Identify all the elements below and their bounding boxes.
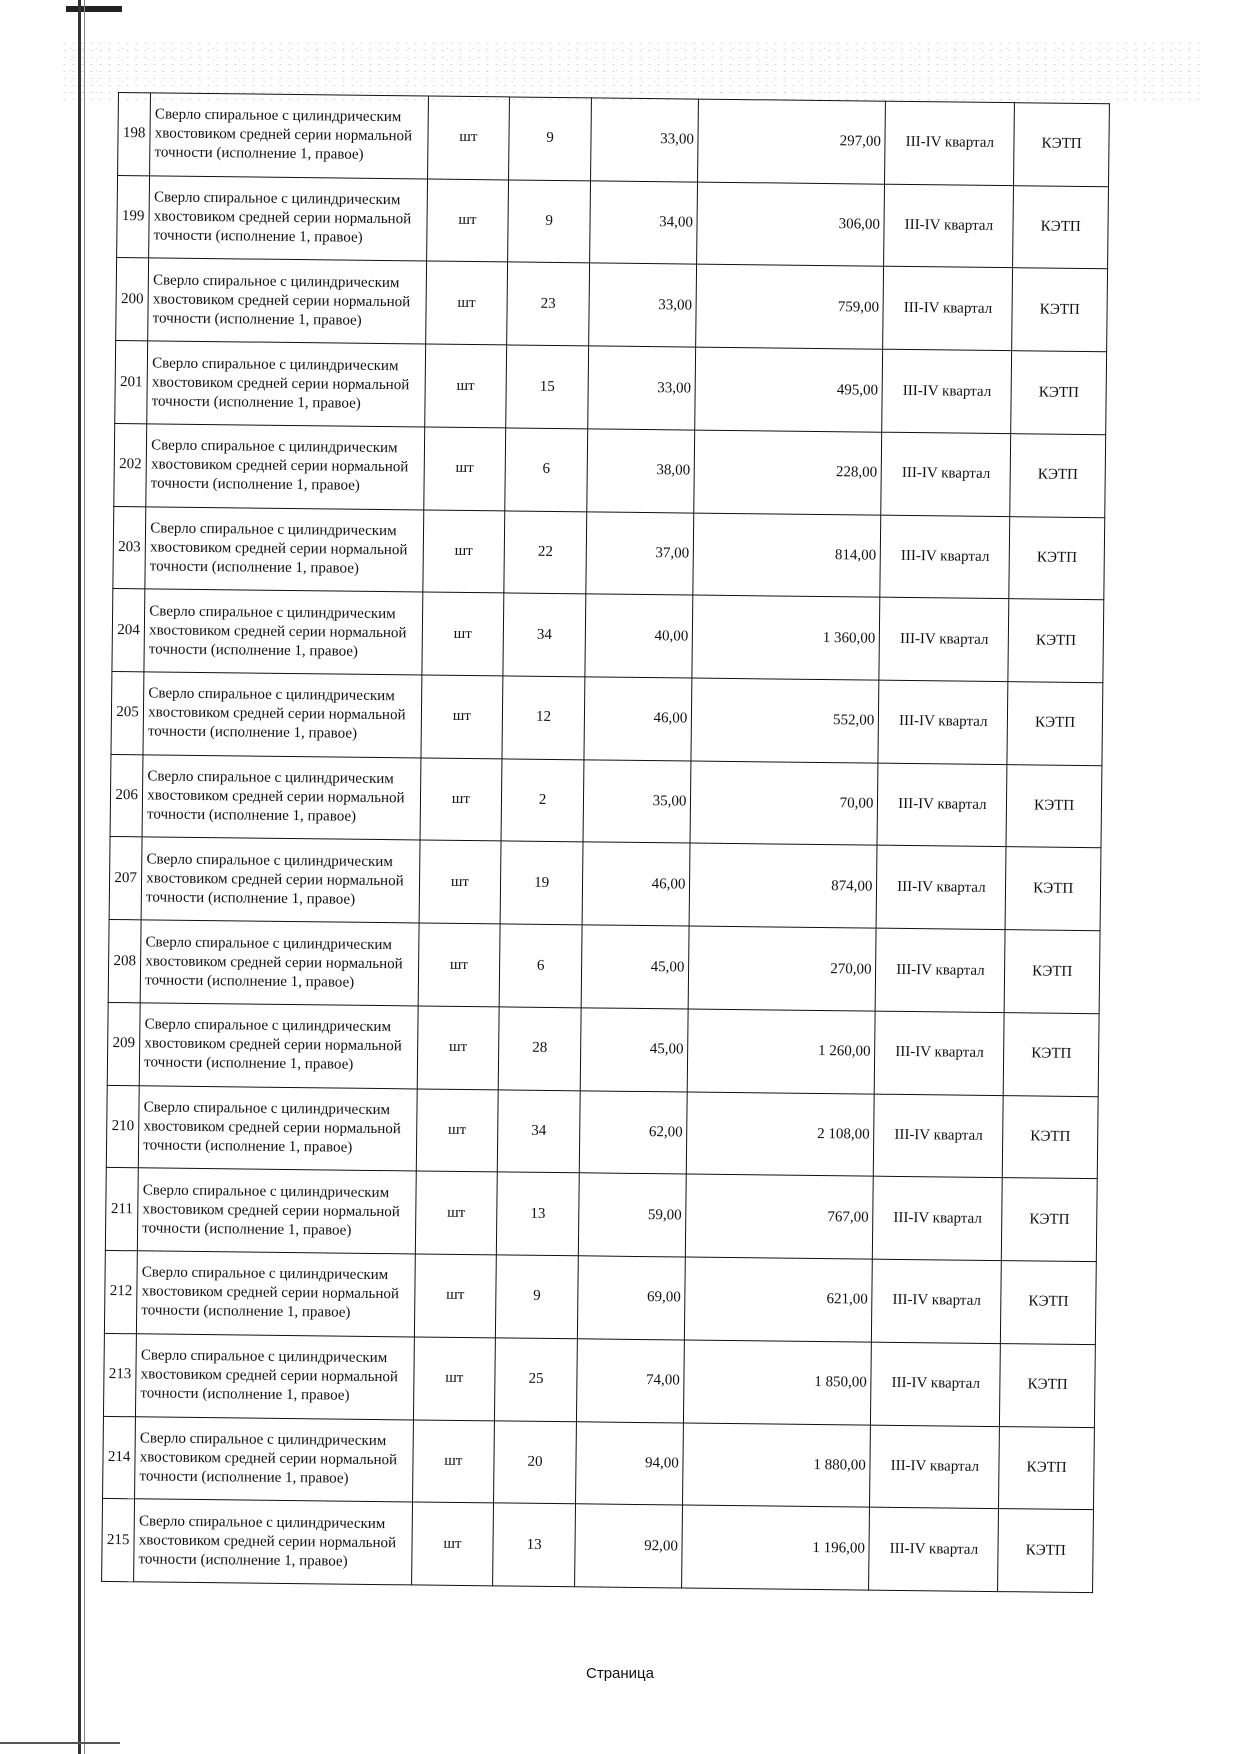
total-sum-cell: 1 880,00 [683,1423,871,1508]
organization-cell: КЭТП [1005,847,1101,931]
row-number-cell: 198 [118,93,151,176]
quantity-cell: 12 [502,676,585,760]
unit-of-measure-cell: шт [418,923,501,1007]
delivery-period-cell: III-IV квартал [885,101,1015,185]
delivery-period-cell: III-IV квартал [884,184,1014,268]
item-description-cell: Сверло спиральное с цилиндрическим хвостовиком средней серии нормальной точности (исполнение 1, правое) [142,755,420,841]
row-number-cell: 213 [103,1333,136,1416]
item-description-cell: Сверло спиральное с цилиндрическим хвостовиком средней серии нормальной точности (исполнение 1, правое) [148,258,426,344]
table-row [110,754,1102,848]
row-number-cell: 200 [116,258,149,341]
total-sum-cell: 1 850,00 [684,1340,872,1425]
item-description-cell: Сверло спиральное с цилиндрическим хвостовиком средней серии нормальной точности (исполнение 1, правое) [150,93,428,179]
quantity-cell: 25 [495,1338,578,1422]
organization-cell: КЭТП [1003,1095,1099,1179]
delivery-period-cell: III-IV квартал [873,1176,1003,1260]
total-sum-cell: 767,00 [686,1174,874,1259]
unit-price-cell: 59,00 [578,1173,686,1257]
unit-of-measure-cell: шт [423,427,506,511]
organization-cell: КЭТП [1006,764,1102,848]
quantity-cell: 22 [504,511,587,595]
delivery-period-cell: III-IV квартал [878,680,1008,764]
total-sum-cell: 1 360,00 [692,595,880,680]
table-row [103,1333,1095,1427]
specification-table [101,92,1110,1593]
unit-of-measure-cell: шт [422,510,505,594]
scan-left-edge-shadow [84,0,85,1754]
item-description-cell: Сверло спиральное с цилиндрическим хвостовиком средней серии нормальной точности (исполнение 1, правое) [140,920,418,1006]
unit-of-measure-cell: шт [426,179,509,263]
row-number-cell: 201 [115,341,148,424]
item-description-cell: Сверло спиральное с цилиндрическим хвостовиком средней серии нормальной точности (исполнение 1, правое) [139,1003,417,1089]
organization-cell: КЭТП [1001,1261,1097,1345]
unit-of-measure-cell: шт [424,344,507,428]
item-description-cell: Сверло спиральное с цилиндрическим хвостовиком средней серии нормальной точности (исполнение 1, правое) [143,672,421,758]
unit-of-measure-cell: шт [413,1337,496,1421]
delivery-period-cell: III-IV квартал [881,432,1011,516]
total-sum-cell: 621,00 [685,1257,873,1342]
delivery-period-cell: III-IV квартал [880,515,1010,599]
quantity-cell: 6 [499,924,582,1008]
quantity-cell: 15 [506,345,589,429]
quantity-cell: 20 [494,1420,577,1504]
page-footer: Страница [586,1665,654,1682]
item-description-cell: Сверло спиральное с цилиндрическим хвостовиком средней серии нормальной точности (исполнение 1, правое) [136,1334,414,1420]
unit-price-cell: 38,00 [587,429,695,513]
organization-cell: КЭТП [1012,268,1108,352]
table-row [111,671,1103,765]
unit-of-measure-cell: шт [416,1089,499,1173]
quantity-cell: 9 [496,1255,579,1339]
delivery-period-cell: III-IV квартал [872,1259,1002,1343]
organization-cell: КЭТП [1013,185,1109,269]
row-number-cell: 207 [109,837,142,920]
item-description-cell: Сверло спиральное с цилиндрическим хвостовиком средней серии нормальной точности (исполнение 1, правое) [134,1499,412,1585]
quantity-cell: 2 [501,759,584,843]
table-row [108,920,1100,1014]
organization-cell: КЭТП [1007,682,1103,766]
row-number-cell: 215 [102,1499,135,1582]
delivery-period-cell: III-IV квартал [869,1507,999,1591]
scan-corner-mark [66,6,122,12]
row-number-cell: 212 [104,1250,137,1333]
item-description-cell: Сверло спиральное с цилиндрическим хвостовиком средней серии нормальной точности (исполнение 1, правое) [146,424,424,510]
unit-price-cell: 33,00 [589,263,697,347]
table-row [109,837,1101,931]
item-description-cell: Сверло спиральное с цилиндрическим хвостовиком средней серии нормальной точности (исполнение 1, правое) [147,341,425,427]
delivery-period-cell: III-IV квартал [875,1011,1005,1095]
table-row [105,1168,1097,1262]
total-sum-cell: 270,00 [689,926,877,1011]
delivery-period-cell: III-IV квартал [883,267,1013,351]
organization-cell: КЭТП [1009,516,1105,600]
unit-price-cell: 94,00 [575,1421,683,1505]
table-body [102,93,1110,1593]
row-number-cell: 211 [105,1168,138,1251]
item-description-cell: Сверло спиральное с цилиндрическим хвостовиком средней серии нормальной точности (исполнение 1, правое) [138,1168,416,1254]
row-number-cell: 205 [111,671,144,754]
total-sum-cell: 70,00 [690,761,878,846]
quantity-cell: 28 [498,1007,581,1091]
total-sum-cell: 874,00 [689,844,877,929]
item-description-cell: Сверло спиральное с цилиндрическим хвостовиком средней серии нормальной точности (исполнение 1, правое) [135,1416,413,1502]
table-row [112,589,1104,683]
quantity-cell: 34 [503,593,586,677]
table-row [102,1499,1094,1593]
row-number-cell: 206 [110,754,143,837]
item-description-cell: Сверло спиральное с цилиндрическим хвостовиком средней серии нормальной точности (исполнение 1, правое) [149,176,427,262]
total-sum-cell: 814,00 [693,513,881,598]
item-description-cell: Сверло спиральное с цилиндрическим хвостовиком средней серии нормальной точности (исполнение 1, правое) [144,589,422,675]
organization-cell: КЭТП [1002,1178,1098,1262]
unit-of-measure-cell: шт [427,96,510,180]
quantity-cell: 19 [500,841,583,925]
unit-of-measure-cell: шт [420,675,503,759]
unit-price-cell: 46,00 [582,842,690,926]
scan-left-edge [78,0,81,1754]
organization-cell: КЭТП [998,1509,1094,1593]
row-number-cell: 214 [103,1416,136,1499]
unit-of-measure-cell: шт [412,1419,495,1503]
item-description-cell: Сверло спиральное с цилиндрическим хвостовиком средней серии нормальной точности (исполнение 1, правое) [141,837,419,923]
table-row [104,1250,1096,1344]
quantity-cell: 13 [493,1503,576,1587]
organization-cell: КЭТП [1004,1013,1100,1097]
item-description-cell: Сверло спиральное с цилиндрическим хвостовиком средней серии нормальной точности (исполнение 1, правое) [139,1085,417,1171]
unit-of-measure-cell: шт [417,1006,500,1090]
total-sum-cell: 1 196,00 [682,1505,870,1590]
quantity-cell: 23 [507,262,590,346]
scan-bottom-mark [0,1742,120,1744]
unit-of-measure-cell: шт [420,758,503,842]
table-row [118,93,1110,187]
delivery-period-cell: III-IV квартал [876,846,1006,930]
unit-of-measure-cell: шт [419,840,502,924]
quantity-cell: 6 [505,428,588,512]
unit-price-cell: 34,00 [589,181,697,265]
unit-price-cell: 69,00 [577,1256,685,1340]
delivery-period-cell: III-IV квартал [870,1425,1000,1509]
row-number-cell: 203 [113,506,146,589]
unit-price-cell: 62,00 [579,1090,687,1174]
row-number-cell: 202 [114,423,147,506]
row-number-cell: 208 [108,920,141,1003]
unit-of-measure-cell: шт [415,1171,498,1255]
unit-price-cell: 33,00 [590,98,698,182]
table-row [103,1416,1095,1510]
table-row [116,258,1108,352]
item-description-cell: Сверло спиральное с цилиндрическим хвостовиком средней серии нормальной точности (исполнение 1, правое) [137,1251,415,1337]
row-number-cell: 204 [112,589,145,672]
unit-price-cell: 45,00 [581,925,689,1009]
table-row [113,506,1105,600]
delivery-period-cell: III-IV квартал [876,928,1006,1012]
delivery-period-cell: III-IV квартал [879,597,1009,681]
unit-price-cell: 45,00 [580,1008,688,1092]
item-description-cell: Сверло спиральное с цилиндрическим хвостовиком средней серии нормальной точности (исполнение 1, правое) [145,506,423,592]
organization-cell: КЭТП [999,1426,1095,1510]
table-row [117,175,1109,269]
unit-of-measure-cell: шт [414,1254,497,1338]
organization-cell: КЭТП [1011,351,1107,435]
unit-price-cell: 74,00 [576,1339,684,1423]
total-sum-cell: 759,00 [696,265,884,350]
row-number-cell: 210 [106,1085,139,1168]
unit-price-cell: 40,00 [585,594,693,678]
total-sum-cell: 297,00 [698,99,886,184]
quantity-cell: 9 [508,180,591,264]
table-row [114,423,1106,517]
unit-of-measure-cell: шт [425,261,508,345]
delivery-period-cell: III-IV квартал [871,1342,1001,1426]
total-sum-cell: 2 108,00 [687,1092,875,1177]
unit-of-measure-cell: шт [411,1502,494,1586]
unit-price-cell: 35,00 [583,760,691,844]
unit-of-measure-cell: шт [421,592,504,676]
unit-price-cell: 46,00 [584,677,692,761]
total-sum-cell: 1 260,00 [688,1009,876,1094]
quantity-cell: 34 [497,1090,580,1174]
quantity-cell: 9 [509,97,592,181]
organization-cell: КЭТП [1010,434,1106,518]
table-row [115,341,1107,435]
unit-price-cell: 37,00 [586,511,694,595]
quantity-cell: 13 [497,1172,580,1256]
table-row [106,1085,1098,1179]
delivery-period-cell: III-IV квартал [877,763,1007,847]
delivery-period-cell: III-IV квартал [882,349,1012,433]
organization-cell: КЭТП [1000,1343,1096,1427]
delivery-period-cell: III-IV квартал [874,1094,1004,1178]
scan-noise [60,40,1200,100]
organization-cell: КЭТП [1014,103,1110,187]
unit-price-cell: 33,00 [588,346,696,430]
organization-cell: КЭТП [1004,930,1100,1014]
total-sum-cell: 495,00 [695,347,883,432]
row-number-cell: 199 [117,175,150,258]
row-number-cell: 209 [107,1002,140,1085]
organization-cell: КЭТП [1008,599,1104,683]
total-sum-cell: 552,00 [691,678,879,763]
table-row [107,1002,1099,1096]
total-sum-cell: 228,00 [694,430,882,515]
unit-price-cell: 92,00 [574,1504,682,1588]
total-sum-cell: 306,00 [697,182,885,267]
